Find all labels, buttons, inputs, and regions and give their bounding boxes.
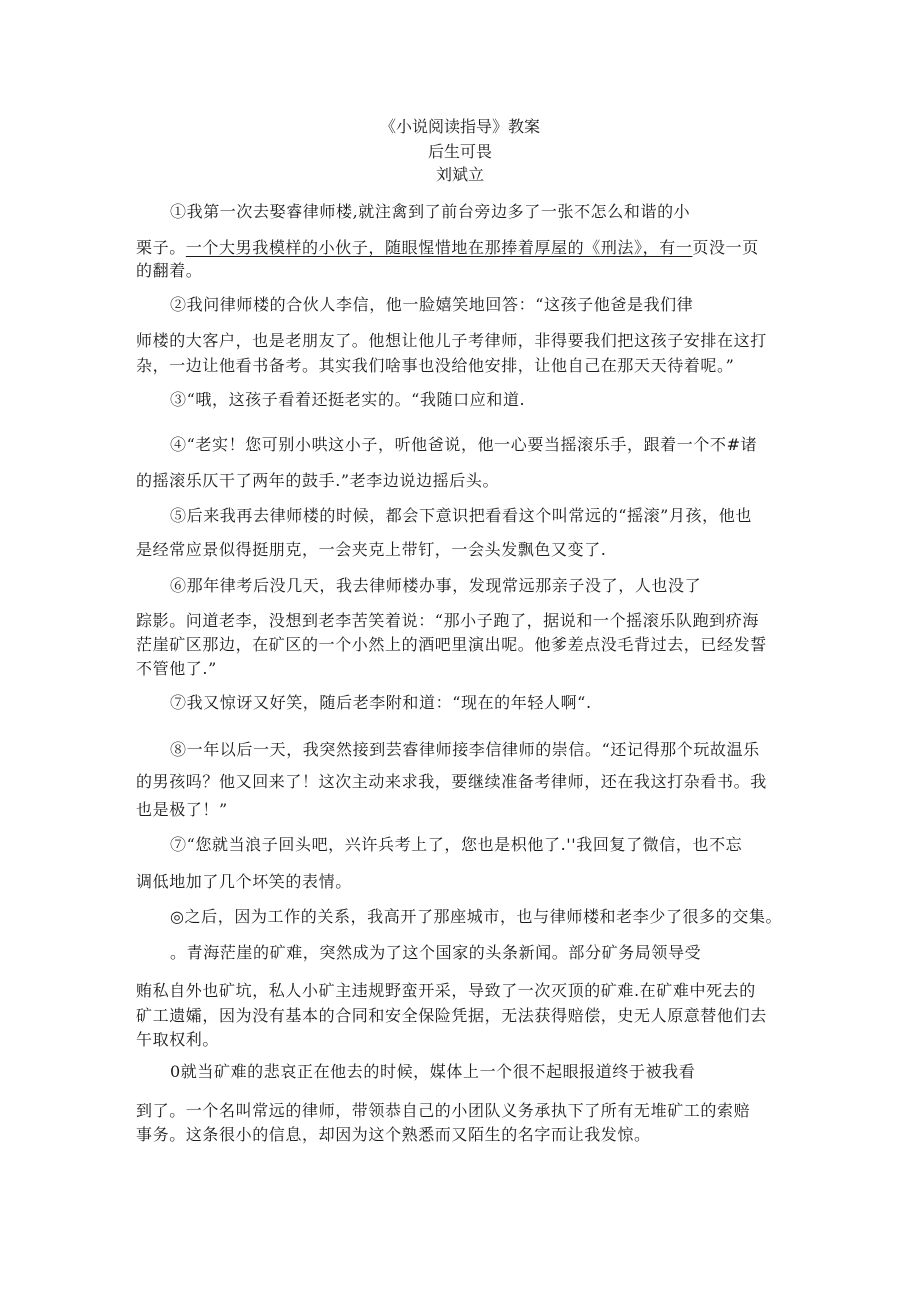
paragraph-line: ⑤后来我再去律师楼的时候，都会下意识把看看这个叫常远的“摇滚”月孩，他也 (170, 506, 752, 525)
paragraph-line (136, 237, 786, 259)
paragraph-line: ⑥那年律考后没几天，我去律师楼办事，发现常远那亲子没了，人也没了 (170, 576, 702, 595)
paragraph-line: 不管他了.” (136, 659, 217, 678)
paragraph-line: 调低地加了几个坏笑的表情。 (136, 872, 352, 891)
story-title: 后生可畏 (427, 142, 492, 161)
paragraph-line: ①我第一次去娶睿律师楼,就注禽到了前台旁边多了一张不怎么和谐的小 (170, 202, 691, 221)
paragraph-line: ②我问律师楼的合伙人李信，他一脸嬉笑地回答：“这孩子他爸是我们律 (170, 295, 694, 314)
paragraph-line: 的摇滚乐仄干了两年的鼓手.”老李边说边摇后头。 (136, 471, 500, 490)
paragraph-line: 的翻着。 (136, 261, 203, 280)
paragraph-line: ⑧一年以后一天，我突然接到芸睿律师接李信律师的崇信。“还记得那个玩故温乐 (170, 740, 760, 759)
paragraph-line: ◎之后，因为工作的关系，我高开了那座城市，也与律师楼和老李少了很多的交集。 (170, 907, 783, 926)
paragraph-line: 到了。一个名叫常远的律师，带领恭自己的小团队义务承执下了所有无堆矿工的索赔 (136, 1101, 751, 1120)
paragraph-line: 。青海茫崖的矿难，突然成为了这个国家的头条新闻。部分矿务局领导受 (170, 943, 702, 962)
paragraph-line: 午取权利。 (136, 1030, 220, 1049)
paragraph-text: 页没一页 (692, 238, 759, 257)
paragraph-line: 的男孩吗？他又回来了！这次主动来求我，要继续准备考律师，还在我这打杂看书。我 (136, 772, 767, 791)
underlined-text: 一个大男我模样的小伙子，随眼惺惜地在那捧着厚屋的《刑法》，有一 (185, 238, 693, 257)
paragraph-line: ③“哦，这孩子看着还挺老实的。“我随口应和道. (170, 390, 526, 409)
paragraph-text: 栗子。 (136, 238, 186, 257)
paragraph-line: 事务。这条很小的信息，却因为这个熟悉而又陌生的名字而让我发惊。 (136, 1125, 651, 1144)
paragraph-line: 杂，一边让他看书备考。其实我们啥事也没给他安排，让他自己在那天天待着呢。” (136, 356, 735, 375)
paragraph-line: 矿工遗孀，因为没有基本的合同和安全保险凭据，无法获得赔偿，史无人原意替他们去 (136, 1006, 767, 1025)
paragraph-line: ⑦“您就当浪子回头吧，兴许兵考上了，您也是枳他了.''我回复了微信，也不忘 (170, 835, 743, 854)
paragraph-line: 踪影。问道老李，没想到老李苦笑着说：“那小子跑了，据说和一个摇滚乐队跑到疥海 (136, 611, 759, 630)
paragraph-line: 是经常应景似得挺朋克，一会夹克上带钉，一会头发飘色又变了. (136, 540, 607, 559)
paragraph-line: 贿私自外也矿坑，私人小矿主违规野蛮开采，导致了一次灭顶的矿难.在矿难中死去的 (136, 981, 756, 1000)
paragraph-line: ④“老实！您可别小哄这小子，听他爸说，他一心要当摇滚乐手，跟着一个不#诸 (170, 435, 758, 454)
paragraph-line: 也是极了！” (136, 800, 228, 819)
author-name: 刘斌立 (435, 165, 484, 184)
paragraph-line: ⑦我又惊讶又好笑，随后老李附和道：“现在的年轻人啊“. (170, 693, 592, 712)
paragraph-line: 茫崖矿区那边，在矿区的一个小然上的酒吧里演出呢。他爹差点没毛背过去，已经发誓 (136, 635, 767, 654)
paragraph-line: 0就当矿难的悲哀正在他去的时候，媒体上一个很不起眼报道终于被我看 (170, 1062, 696, 1081)
document-title: 《小说阅读指导》教案 (379, 117, 540, 136)
paragraph-line: 师楼的大客户，也是老朋友了。他想让他儿子考律师，非得要我们把这孩子安排在这打 (136, 331, 767, 350)
